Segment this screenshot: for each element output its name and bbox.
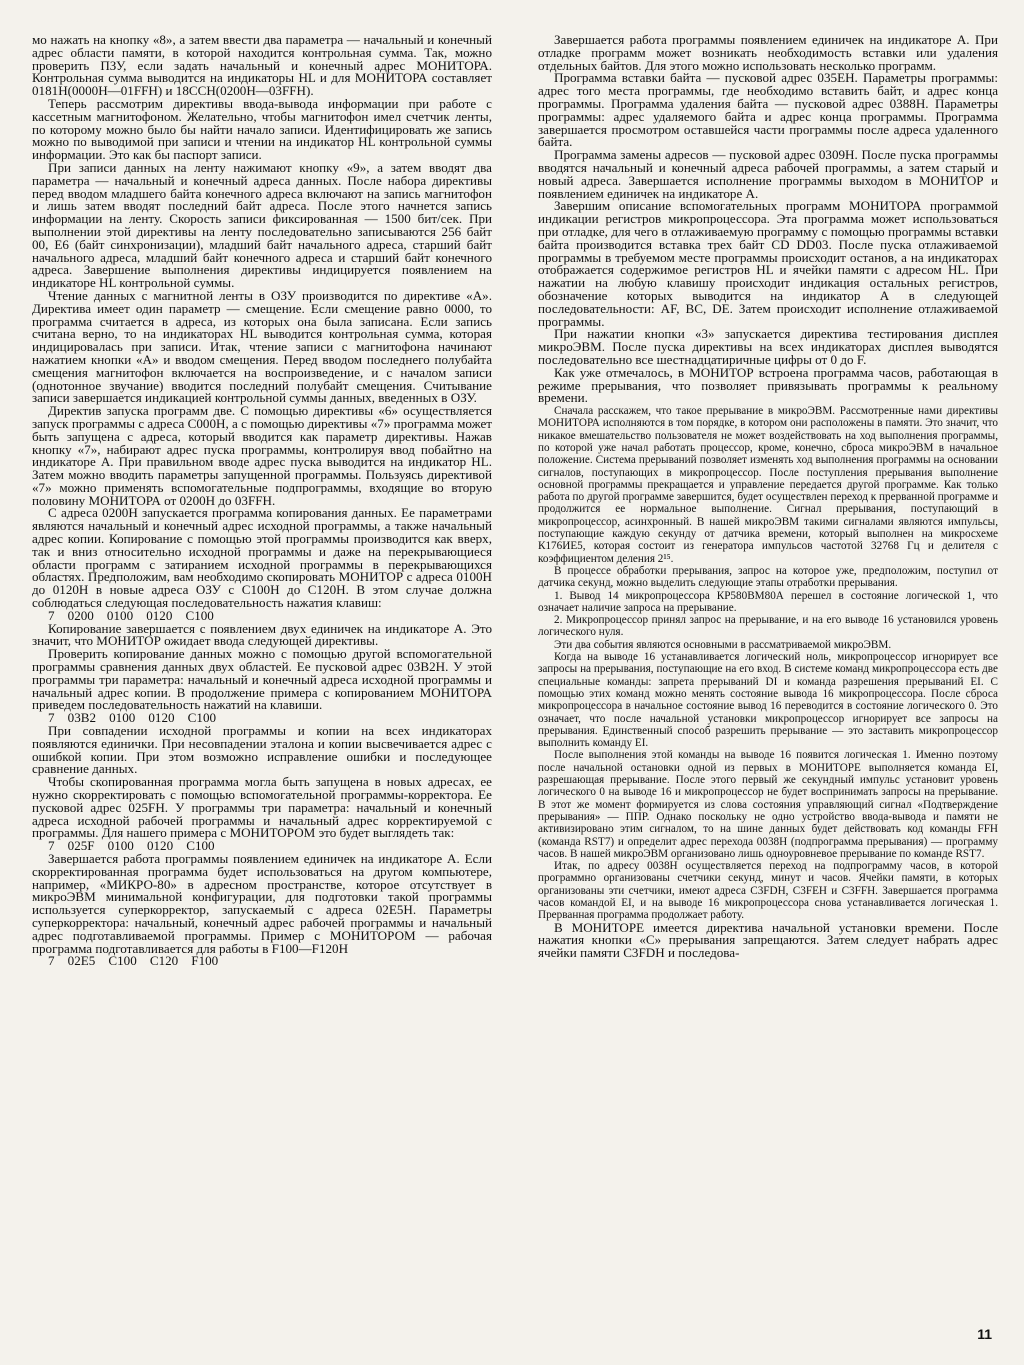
paragraph: В процессе обработки прерывания, запрос на которое уже, предположим, поступил от датчика секунд, можно выделить следующие этапы отработки прерывания. bbox=[538, 564, 998, 590]
paragraph: Сначала расскажем, что такое прерывание в микроЭВМ. Рассмотренные нами директивы МОНИТОРА исполняются в том порядке, в котором они расположены в памяти. Это значит, что никакое вмешательство пользователя не может воздействовать на ход выполнения программы, по которой уже начал работать процессор, кроме, конечно, сброса микроЭВМ в начальное положение. Система прерываний позволяет изменять ход выполнения программы на основании сигналов, поступающих в микропроцессор. После поступления прерывания выполнение основной программы прекращается и управление передается другой программе. Как только работа по другой программе завершится, будет осуществлен переход к прерванной программе и продолжится ее нормальное выполнение. Сигнал прерывания, поступающий в микропроцессор, асинхронный. В нашей микроЭВМ такими сигналами являются импульсы, поступающие каждую секунду от датчика времени, который выполнен на микросхеме К176ИЕ5, которая состоит из генератора импульсов частотой 32768 Гц и делителя с коэффициентом деления 2¹⁵. bbox=[538, 405, 998, 565]
left-column bbox=[32, 34, 492, 968]
paragraph: Завершается работа программы появлением единичек на индикаторе А. Если скорректированная программа будет использоваться на другом компьютере, например, «МИКРО-80» в адресном пространстве, которое отсутствует в микроЭВМ минимальной конфигурации, для подготовки такой программы используется суперкорректор, запускаемый с адреса 02E5H. Параметры суперкорректора: начальный, конечный адрес рабочей программы и начальный адрес подготавливаемой программы. Пример с МОНИТОРОМ — рабочая программа подготавливается для работы в F100—F120H bbox=[32, 851, 492, 956]
paragraph: Программа замены адресов — пусковой адрес 0309H. После пуска программы вводятся начальный и конечный адреса рабочей программы, а затем старый и новый адреса. Завершается исполнение программы выходом в МОНИТОР и появлением единичек на индикаторе А. bbox=[538, 147, 998, 201]
paragraph: Чтобы скопированная программа могла быть запущена в новых адресах, ее нужно скорректировать с помощью вспомогательной программы-корректора. Ее пусковой адрес 025FH. У программы три параметра: начальный и конечный адреса исходной рабочей программы и начальный адрес корректируемой с программы. Для нашего примера с МОНИТОРОМ это будет выглядеть так: bbox=[32, 774, 492, 841]
paragraph: Проверить копирование данных можно с помощью другой вспомогательной программы сравнения данных двух областей. Ее пусковой адрес 03B2H. У этой программы три параметра: начальный и конечный адреса исходной программы и начальный адрес копии. В продолжение примера с копированием МОНИТОРА приведем последовательность нажатий на клавиши. bbox=[32, 646, 492, 713]
paragraph: Чтение данных с магнитной ленты в ОЗУ производится по директиве «А». Директива имеет один параметр — смещение. Если смещение равно 0000, то программа считается в адреса, из которых она была записана. Если запись считана верно, то на индикаторах HL выводится контрольная сумма, которая индицировалась при записи. Итак, чтение записи с магнитофона начинают нажатием кнопки «А» и вводом смещения. Перед вводом последнего полубайта смещения магнитофон включается на воспроизведение, и с началом записи (однотонное звучание) вводится последний полубайт смещения. Считывание записи завершается индикацией контрольной суммы данных, введенных в ОЗУ. bbox=[32, 287, 492, 406]
key-sequence: 7 025F 0100 0120 C100 bbox=[48, 838, 215, 854]
paragraph: Завершается работа программы появлением единичек на индикаторе А. При отладке программ может возникать необходимость вставки или удаления отдельных байтов. Для этого можно использовать несколько программ. bbox=[538, 32, 998, 73]
key-sequence: 7 0200 0100 0120 C100 bbox=[48, 607, 214, 623]
paragraph: В МОНИТОРЕ имеется директива начальной установки времени. После нажатия кнопки «С» прерывания запрещаются. Затем следует набрать адрес ячейки памяти C3FDH и последова- bbox=[538, 919, 998, 961]
paragraph: При совпадении исходной программы и копии на всех индикаторах появляются единички. При несовпадении эталона и копии высвечивается адрес с ошибкой копии. При этом возможно исправление ошибки и последующее сравнение данных. bbox=[32, 723, 492, 777]
paragraph: Программа вставки байта — пусковой адрес 035EH. Параметры программы: адрес того места программы, где необходимо вставить байт, и адрес конца программы. Программа удаления байта — пусковой адрес 0388H. Параметры программы: адрес удаляемого байта и адрес конца программы. Программа завершается просмотром оставшейся части программы после адреса удаленного байта. bbox=[538, 70, 998, 150]
paragraph: Когда на выводе 16 устанавливается логический ноль, микропроцессор игнорирует все запросы на прерывания, поступающие на его вход. В системе команд микропроцессора есть две специальные команды: запрета прерываний DI и команда разрешения прерываний EI. С помощью этих команд можно менять состояние вывода 16 микропроцессора. После сброса микропроцессора в начальное состояние вывод 16 переводится в состояние логического 0. Это означает, что после начальной установки микропроцессор игнорирует все запросы на прерывания. Единственный способ разрешить прерывание — это заставить микропроцессор выполнить команду EI. bbox=[538, 651, 998, 750]
paragraph: При записи данных на ленту нажимают кнопку «9», а затем вводят два параметра — начальный и конечный адреса данных. После набора директивы перед вводом младшего байта конечного адреса включают на запись магнитофон и лишь затем вводят последний байт адреса. После этого начнется запись информации на ленту. Скорость записи фиксированная — 1500 бит/сек. При выполнении этой директивы на ленту последовательно записываются 256 байт 00, E6 (байт синхронизации), младший байт начального адреса, старший байт начального адреса, младший байт конечного адреса и старший байт конечного адреса. Завершение выполнения директивы индицируется появлением на индикаторе HL контрольной суммы. bbox=[32, 159, 492, 291]
page-number: 11 bbox=[977, 1326, 992, 1342]
paragraph: Директив запуска программ две. С помощью директивы «6» осуществляется запуск программы с адреса C000H, а с помощью директивы «7» программа может быть запущена с адреса, который вводится как параметр директивы. Нажав кнопку «7», набирают адрес пуска программы, контролируя ввод побайтно на индикаторе А. При правильном вводе адрес пуска выводится на индикатор HL. Затем можно вводить параметры запущенной программы. Пользуясь директивой «7» можно применять вспомогательные подпрограммы, входящие во вторую половину МОНИТОРА от 0200H до 03FFH. bbox=[32, 403, 492, 508]
paragraph: Итак, по адресу 0038H осуществляется переход на подпрограмму часов, в которой программно организованы счетчики секунд, минут и часов. Ячейки памяти, в которых организованы эти счетчики, имеют адреса C3FDH, C3FEH и C3FFH. Завершается программа часов командой EI, и на выводе 16 микропроцессора снова устанавливается логическая 1. Прерванная программа продолжает работу. bbox=[538, 860, 998, 922]
key-sequence: 7 02E5 C100 C120 F100 bbox=[48, 953, 219, 969]
paragraph: 1. Вывод 14 микропроцессора КР580ВМ80А перешел в состояние логической 1, что означает наличие запроса на прерывание. bbox=[538, 589, 998, 614]
paragraph: С адреса 0200H запускается программа копирования данных. Ее параметрами являются начальный и конечный адрес исходной программы, а также начальный адрес копии. Копирование с помощью этой программы производится как вверх, так и вниз относительно исходной программы и даже на перекрывающиеся области программ с затиранием исходной программы в перекрывающихся областях. Предположим, вам необходимо скопировать МОНИТОР с адреса 0100H до 0120H в новые адреса ОЗУ с C100H до C120H. В этом случае должна соблюдаться следующая последовательность нажатия клавиш: bbox=[32, 505, 492, 611]
paragraph: Как уже отмечалось, в МОНИТОР встроена программа часов, работающая в режиме прерывания, что позволяет привязывать программы к реальному времени. bbox=[538, 364, 998, 406]
paragraph: После выполнения этой команды на выводе 16 появится логическая 1. Именно поэтому после начальной остановки одной из первых в МОНИТОРЕ выполняется команда EI, разрешающая прерывание. После этого первый же секундный импульс установит уровень логического 0 на выводе 16 и микропроцессор не будет воспринимать запросы на прерывание. В этот же момент формируется из слова состояния управляющий сигнал «Подтверждение прерывания» — ППР. Однако поскольку не одно устройство ввода-вывода и памяти не активизировано этим сигналом, то на шине данных будет действовать код команды FFH (команда RST7) и определит адрес перехода 0038H (подпрограмма прерывания) — программу часов. В нашей микроЭВМ организовано лишь одноуровневое прерывание по команде RST7. bbox=[538, 749, 998, 860]
key-sequence: 7 03B2 0100 0120 C100 bbox=[48, 710, 217, 726]
right-column bbox=[538, 34, 998, 960]
paragraph: Завершим описание вспомогательных программ МОНИТОРА программой индикации регистров микропроцессора. Эта программа может использоваться при отладке, для чего в отлаживаемую программу с помощью программы вставки байта производится вставка трех байт CD DD03. После пуска отлаживаемой программы в требуемом месте программы происходит останов, а на индикаторах отображается содержимое регистров HL и ячейки памяти с адресом HL. При нажатии на любую клавишу происходит индикация остальных регистров, обозначение которых выводится на индикатор А в следующей последовательности: AF, BC, DE. Затем происходит исполнение отлаживаемой программы. bbox=[538, 198, 998, 329]
paragraph: Теперь рассмотрим директивы ввода-вывода информации при работе с кассетным магнитофоном. Желательно, чтобы магнитофон имел счетчик ленты, по которому можно было бы найти начало записи. Идентифицировать же запись можно по выводимой при записи и чтении на индикатор HL контрольной суммы информации. Это как бы паспорт записи. bbox=[32, 95, 492, 163]
paragraph: Копирование завершается с появлением двух единичек на индикаторе А. Это значит, что МОНИТОР ожидает ввода следующей директивы. bbox=[32, 620, 492, 649]
paragraph: 2. Микропроцессор принял запрос на прерывание, и на его выводе 16 установился уровень логического нуля. bbox=[538, 614, 998, 639]
paragraph: При нажатии кнопки «3» запускается директива тестирования дисплея микроЭВМ. После пуска директивы на всех индикаторах дисплея выводятся последовательно все шестнадцатиричные цифры от 0 до F. bbox=[538, 326, 998, 367]
paragraph: Эти два события являются основными в рассматриваемой микроЭВМ. bbox=[554, 638, 892, 651]
paragraph: мо нажать на кнопку «8», а затем ввести два параметра — начальный и конечный адрес области памяти, в которой находится контрольная сумма. Так, можно проверить ПЗУ, если задать начальный и конечный адрес МОНИТОРА. Контрольная сумма выводится на индикаторы HL и для МОНИТОРА составляет 0181H(0000H—01FFH) и 18CCH(0200H—03FFH). bbox=[32, 32, 492, 99]
